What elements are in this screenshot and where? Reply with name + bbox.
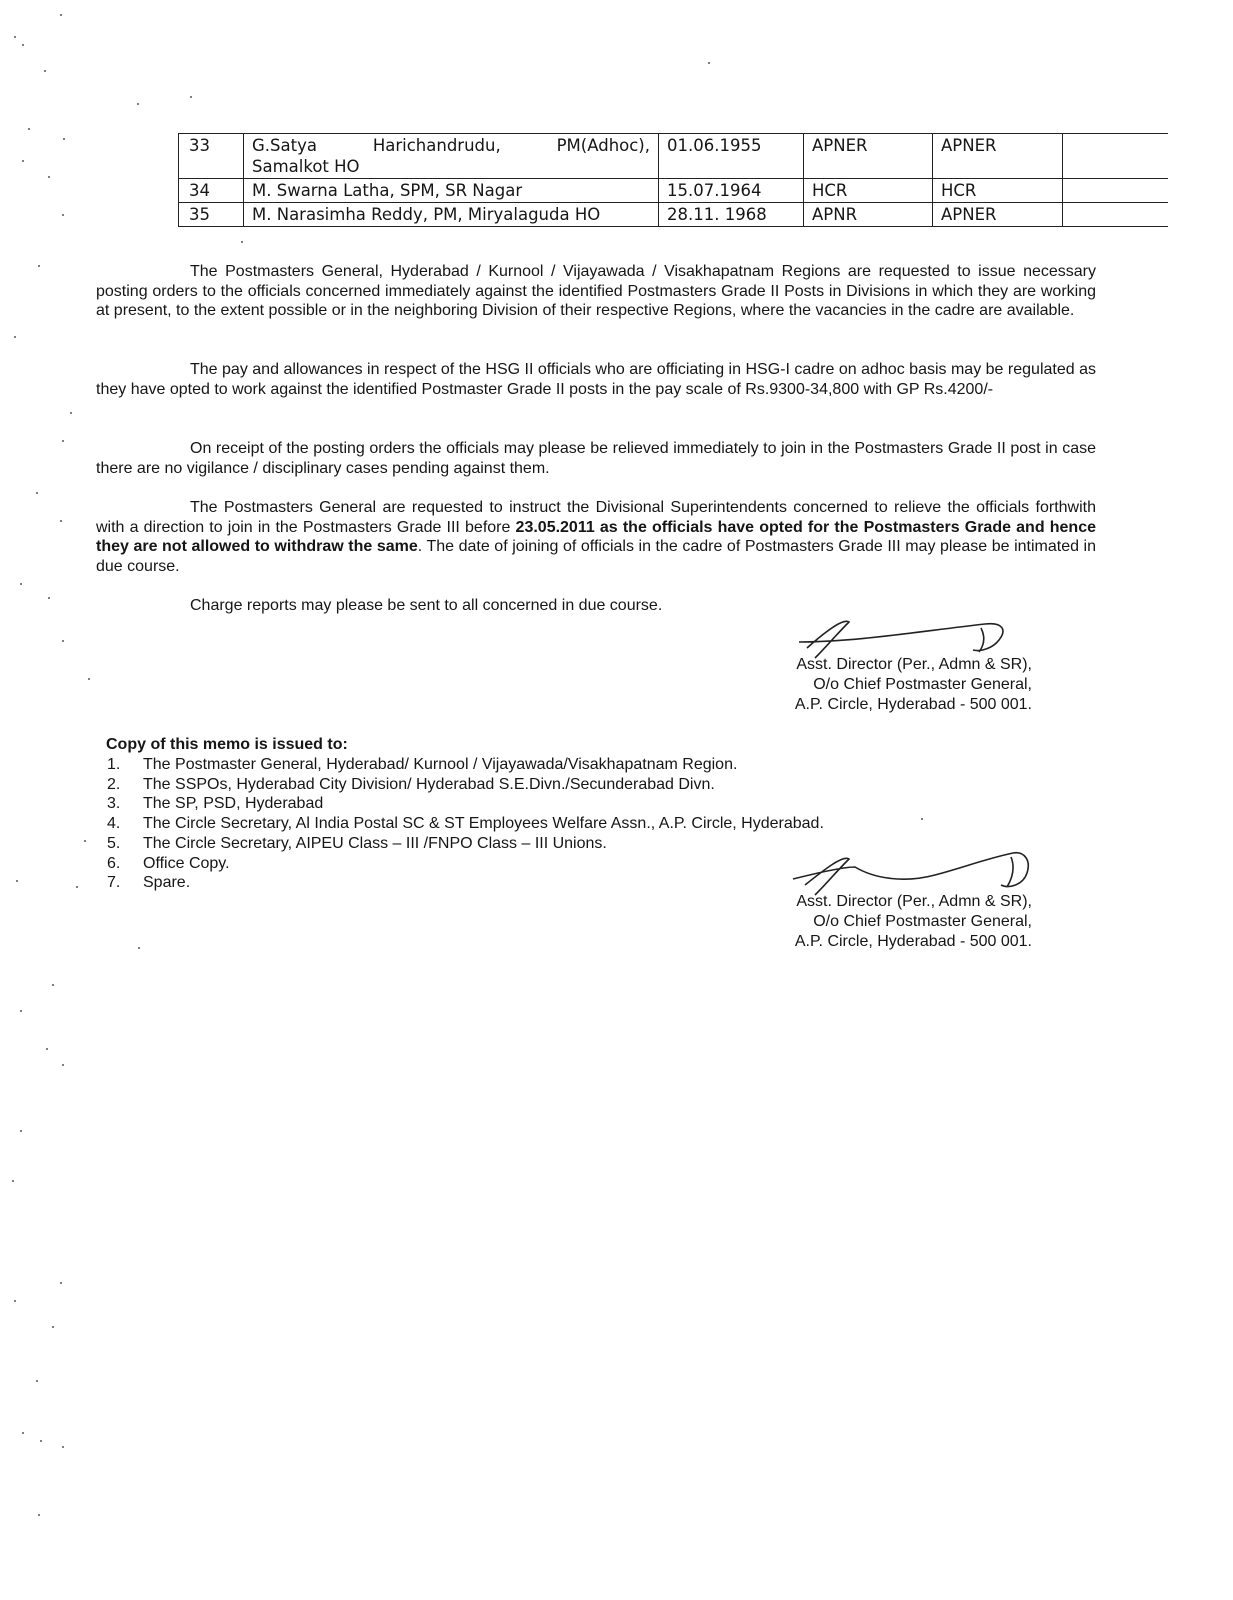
official-name: M. Swarna Latha, SPM, SR Nagar bbox=[244, 179, 659, 203]
list-item: 7. Spare. bbox=[107, 874, 191, 892]
serial-number: 35 bbox=[179, 203, 244, 227]
paragraph-instructions: The Postmasters General are requested to instruct the Divisional Superintendents concerned to relieve the officials forthwith with a direction to join in the Postmasters Grade III before 23.05.2011 as the officials have opted for the Postmasters Grade and hence they are not allowed to withdraw the same. The date of joining of officials in the cadre of Postmasters Grade III may please be intimated in due course. bbox=[96, 499, 1097, 575]
officials-table bbox=[178, 133, 1168, 227]
serial-number: 33 bbox=[179, 134, 244, 179]
date-of-birth: 28.11. 1968 bbox=[659, 203, 804, 227]
official-name: M. Narasimha Reddy, PM, Miryalaguda HO bbox=[244, 203, 659, 227]
copy-recipients-list bbox=[107, 755, 824, 893]
official-name: G.Satya Harichandrudu, PM(Adhoc), Samalkot HO bbox=[244, 134, 659, 179]
signatory-designation: Asst. Director (Per., Admn & SR), bbox=[796, 656, 1032, 673]
remarks-cell bbox=[1063, 134, 1169, 179]
handwritten-signature-mark bbox=[785, 845, 1035, 897]
region-code-opted: APNER bbox=[933, 134, 1063, 179]
region-code: APNR bbox=[804, 203, 933, 227]
signatory-address: A.P. Circle, Hyderabad - 500 001. bbox=[794, 696, 1032, 713]
paragraph-charge-reports: Charge reports may please be sent to all concerned in due course. bbox=[190, 597, 663, 614]
list-item: 1. The Postmaster General, Hyderabad/ Kurnool / Vijayawada/Visakhapatnam Region. bbox=[107, 756, 738, 773]
list-item: 5. The Circle Secretary, AIPEU Class – III /FNPO Class – III Unions. bbox=[107, 834, 607, 852]
paragraph-posting-orders: The Postmasters General, Hyderabad / Kurnool / Vijayawada / Visakhapatnam Regions are requested to issue necessary posting orders to the officials concerned immediately against the identified Postmasters Grade II Posts in Divisions in which they are working at present, to the extent possible or in the neighboring Division of their respective Regions, where the vacancies in the cadre are available. bbox=[96, 263, 1096, 319]
remarks-cell bbox=[1063, 179, 1169, 203]
signatory-designation: Asst. Director (Per., Admn & SR), bbox=[796, 893, 1032, 910]
remarks-cell bbox=[1063, 203, 1169, 227]
date-of-birth: 15.07.1964 bbox=[659, 179, 804, 203]
serial-number: 34 bbox=[179, 179, 244, 203]
list-item: 2. The SSPOs, Hyderabad City Division/ Hyderabad S.E.Divn./Secunderabad Divn. bbox=[107, 775, 715, 793]
region-code-opted: APNER bbox=[933, 203, 1063, 227]
copy-list-title: Copy of this memo is issued to: bbox=[106, 736, 348, 753]
table-row bbox=[179, 179, 1169, 203]
signature-block-copy bbox=[762, 892, 1032, 952]
signatory-address: A.P. Circle, Hyderabad - 500 001. bbox=[794, 933, 1032, 950]
list-item: 4. The Circle Secretary, Al India Postal SC & ST Employees Welfare Assn., A.P. Circle, Hyderabad. bbox=[107, 815, 824, 833]
date-of-birth: 01.06.1955 bbox=[659, 134, 804, 179]
signature-block bbox=[762, 655, 1032, 715]
signatory-office: O/o Chief Postmaster General, bbox=[813, 913, 1032, 930]
table-row bbox=[179, 203, 1169, 227]
region-code: HCR bbox=[804, 179, 933, 203]
region-code-opted: HCR bbox=[933, 179, 1063, 203]
signatory-office: O/o Chief Postmaster General, bbox=[813, 676, 1032, 693]
paragraph-relieve: On receipt of the posting orders the officials may please be relieved immediately to join in the Postmasters Grade II post in case there are no vigilance / disciplinary cases pending against them. bbox=[96, 440, 1096, 477]
list-item: 6. Office Copy. bbox=[107, 854, 230, 872]
list-item: 3. The SP, PSD, Hyderabad bbox=[107, 795, 324, 813]
region-code: APNER bbox=[804, 134, 933, 179]
table-row bbox=[179, 134, 1169, 179]
paragraph-pay-allowances: The pay and allowances in respect of the HSG II officials who are officiating in HSG-I cadre on adhoc basis may be regulated as they have opted to work against the identified Postmaster Grade II posts in the pay scale of Rs.9300-34,800 with GP Rs.4200/- bbox=[96, 361, 1096, 398]
